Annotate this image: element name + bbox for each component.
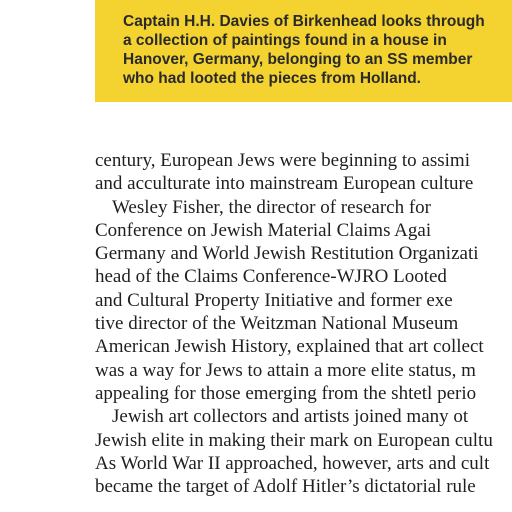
- caption-line: Hanover, Germany, belonging to an SS member: [123, 51, 473, 68]
- article-line: Wesley Fisher, the director of research for: [112, 196, 431, 218]
- article-line: As World War II approached, however, arts and cult: [95, 452, 490, 474]
- caption-line: who had looted the pieces from Holland.: [123, 70, 421, 87]
- article-line: century, European Jews were beginning to assimi: [95, 150, 470, 171]
- caption-line: Captain H.H. Davies of Birkenhead looks through: [123, 13, 485, 30]
- article-line: Jewish elite in making their mark on European cultu: [95, 429, 493, 451]
- article-line: Jewish art collectors and artists joined many ot: [112, 406, 469, 428]
- photo-caption: [95, 0, 512, 102]
- article-line: American Jewish History, explained that art collect: [95, 336, 484, 358]
- caption-line: a collection of paintings found in a house in: [123, 32, 447, 49]
- article-line: became the target of Adolf Hitler’s dictatorial rule: [95, 476, 476, 498]
- article-line: head of the Claims Conference-WJRO Looted: [95, 266, 447, 288]
- article-line: and Cultural Property Initiative and former exe: [95, 289, 453, 311]
- article-line: was a way for Jews to attain a more elite status, m: [95, 359, 476, 381]
- article-body: [95, 149, 512, 498]
- article-line: Conference on Jewish Material Claims Agai: [95, 219, 432, 241]
- article-line: tive director of the Weitzman National Museum: [95, 313, 459, 335]
- article-line: Germany and World Jewish Restitution Organizati: [95, 243, 479, 265]
- article-line: appealing for those emerging from the shtetl perio: [95, 382, 477, 404]
- article-line: and acculturate into mainstream European culture: [95, 173, 474, 195]
